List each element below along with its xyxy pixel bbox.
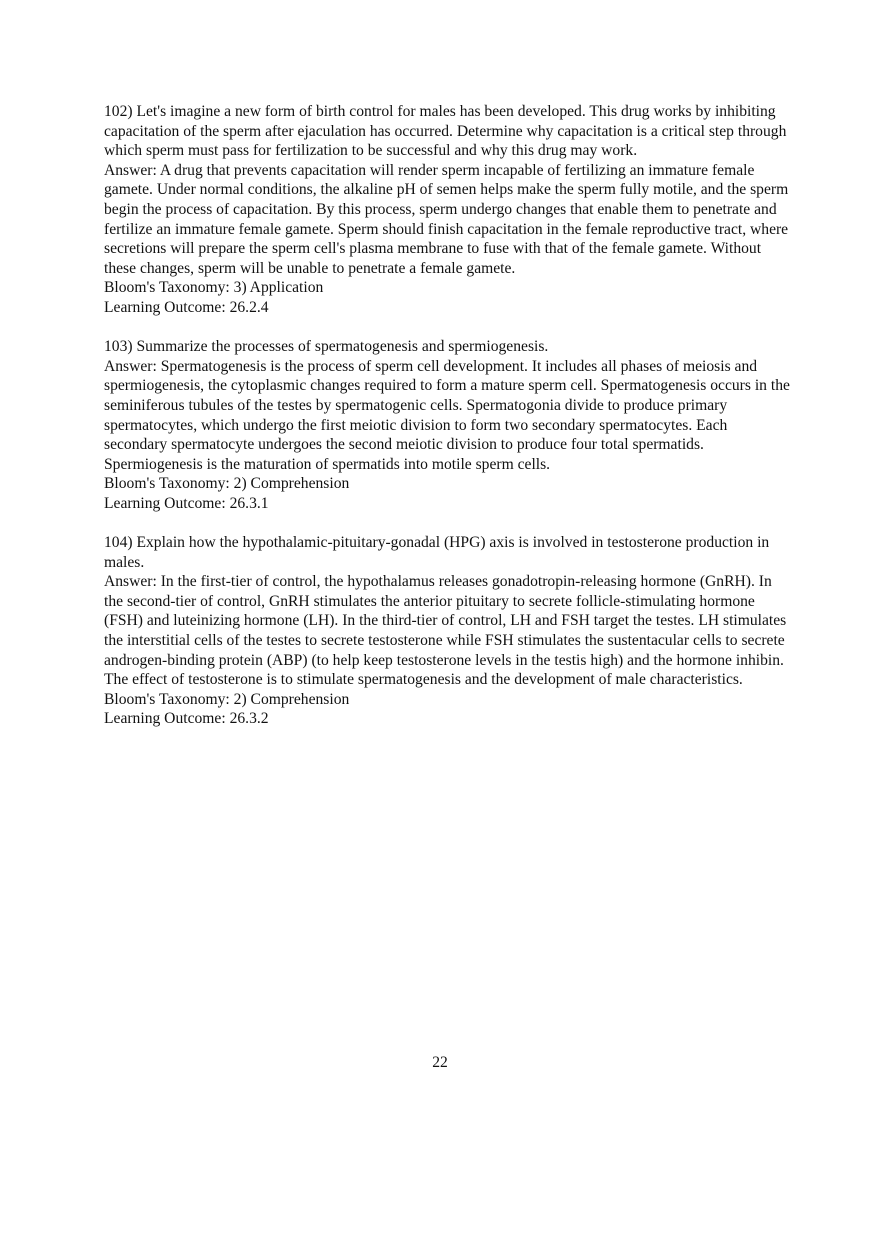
question-text: 103) Summarize the processes of spermatogenesis and spermiogenesis.: [104, 338, 549, 356]
question-block-102: [104, 102, 794, 318]
document-page: [104, 102, 794, 749]
answer-text: Answer: Spermatogenesis is the process of sperm cell development. It includes all phases of meiosis and spermiogenesis, the cytoplasmic changes required to form a mature sperm cell. Spermatogenesis occurs in the seminiferous tubules of the testes by spermatogenic cells. Spermatogonia divide to produce primary spermatocytes, which undergo the first meiotic division to form two secondary spermatocytes. Each secondary spermatocyte undergoes the second meiotic division to produce four total spermatids. Spermiogenesis is the maturation of spermatids into motile sperm cells.: [104, 357, 790, 473]
blooms-taxonomy: Bloom's Taxonomy: 2) Comprehension: [104, 690, 350, 708]
blooms-taxonomy: Bloom's Taxonomy: 2) Comprehension: [104, 475, 350, 493]
question-text: 104) Explain how the hypothalamic-pituitary-gonadal (HPG) axis is involved in testosterone production in males.: [104, 534, 770, 571]
page-number: 22: [432, 1054, 448, 1071]
question-block-104: [104, 533, 794, 729]
learning-outcome: Learning Outcome: 26.3.1: [104, 494, 269, 512]
learning-outcome: Learning Outcome: 26.2.4: [104, 298, 269, 316]
question-block-103: [104, 337, 794, 513]
question-text: 102) Let's imagine a new form of birth control for males has been developed. This drug works by inhibiting capacitation of the sperm after ejaculation has occurred. Determine why capacitation is a critical step through which sperm must pass for fertilization to be successful and why this drug may work.: [104, 103, 787, 160]
blooms-taxonomy: Bloom's Taxonomy: 3) Application: [104, 279, 324, 297]
answer-text: Answer: A drug that prevents capacitation will render sperm incapable of fertilizing an immature female gamete. Under normal conditions, the alkaline pH of semen helps make the sperm fully motile, and the sperm begin the process of capacitation. By this process, sperm undergo changes that enable them to penetrate and fertilize an immature female gamete. Sperm should finish capacitation in the female reproductive tract, where secretions will prepare the sperm cell's plasma membrane to fuse with that of the female gamete. Without these changes, sperm will be unable to penetrate a female gamete.: [104, 161, 789, 277]
answer-text: Answer: In the first-tier of control, the hypothalamus releases gonadotropin-releasing hormone (GnRH). In the second-tier of control, GnRH stimulates the anterior pituitary to secrete follicle-stimulating hormone (FSH) and luteinizing hormone (LH). In the third-tier of control, LH and FSH target the testes. LH stimulates the interstitial cells of the testes to secrete testosterone while FSH stimulates the sustentacular cells to secrete androgen-binding protein (ABP) (to help keep testosterone levels in the testis high) and the hormone inhibin. The effect of testosterone is to stimulate spermatogenesis and the development of male characteristics.: [104, 573, 787, 689]
learning-outcome: Learning Outcome: 26.3.2: [104, 710, 269, 728]
